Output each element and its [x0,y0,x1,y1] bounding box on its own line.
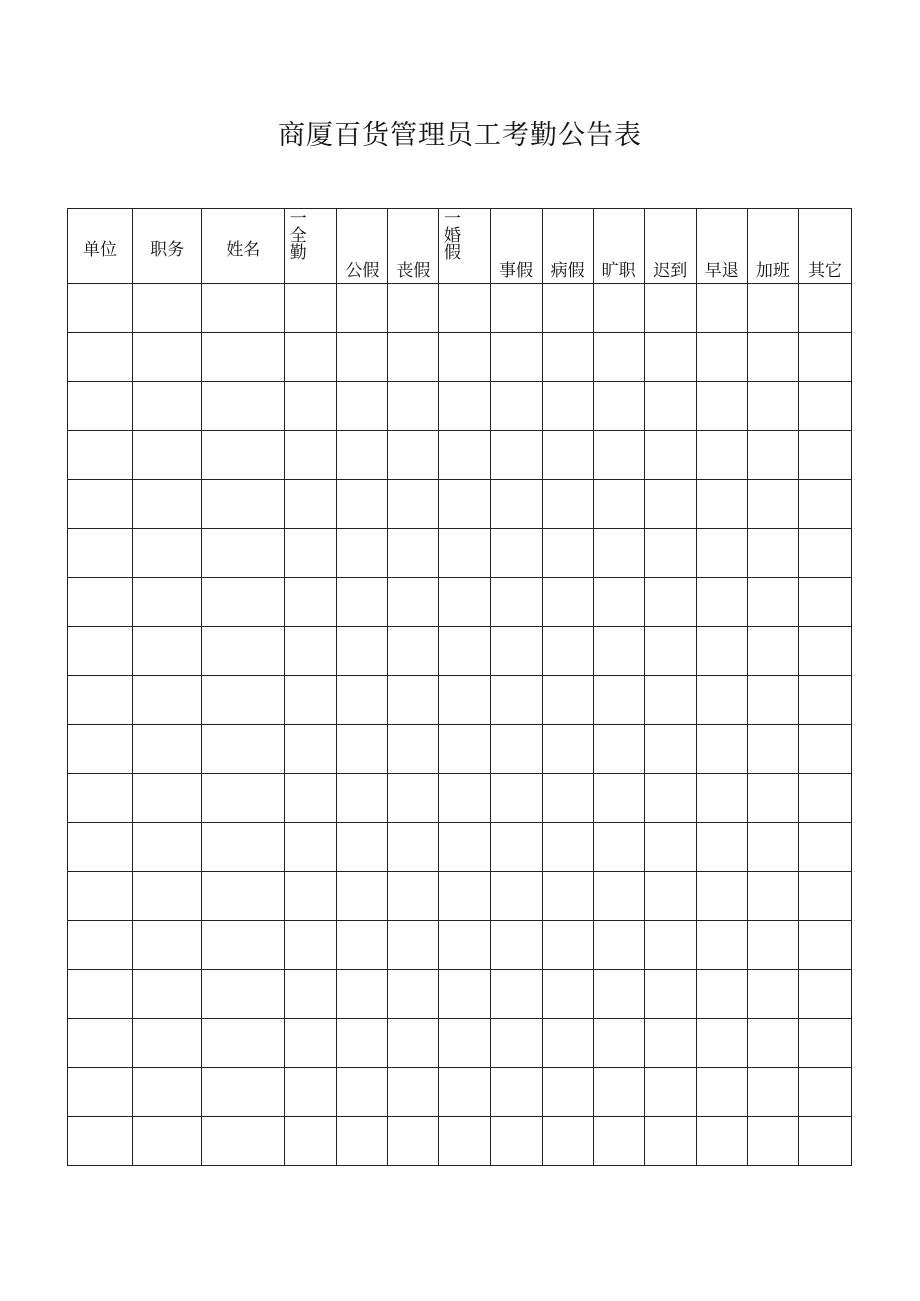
table-cell[interactable] [439,823,490,872]
table-cell[interactable] [202,284,285,333]
table-cell[interactable] [747,970,798,1019]
table-cell[interactable] [68,578,133,627]
table-cell[interactable] [696,382,747,431]
table-cell[interactable] [696,578,747,627]
table-cell[interactable] [696,970,747,1019]
table-cell[interactable] [747,627,798,676]
table-cell[interactable] [593,431,644,480]
table-cell[interactable] [202,578,285,627]
column-header-personal-leave: 事假 [490,209,542,284]
table-cell[interactable] [68,725,133,774]
table-cell[interactable] [490,578,542,627]
table-cell[interactable] [133,529,202,578]
table-cell[interactable] [285,333,337,382]
table-row [68,627,852,676]
table-cell[interactable] [202,1019,285,1068]
table-row [68,578,852,627]
table-cell[interactable] [68,1117,133,1166]
table-cell[interactable] [542,480,593,529]
table-cell[interactable] [388,1068,439,1117]
table-cell[interactable] [439,1068,490,1117]
table-cell[interactable] [439,1117,490,1166]
column-header-sick-leave: 病假 [542,209,593,284]
table-cell[interactable] [285,1068,337,1117]
column-header-funeral-leave: 丧假 [388,209,439,284]
table-cell[interactable] [644,823,696,872]
table-cell[interactable] [696,431,747,480]
table-cell[interactable] [388,431,439,480]
table-cell[interactable] [337,774,388,823]
column-header-full-attendance [285,209,337,284]
table-cell[interactable] [202,725,285,774]
table-cell[interactable] [490,921,542,970]
table-cell[interactable] [490,725,542,774]
table-cell[interactable] [696,823,747,872]
table-row [68,774,852,823]
table-cell[interactable] [593,578,644,627]
table-cell[interactable] [388,921,439,970]
table-cell[interactable] [68,431,133,480]
vertical-label: 一 全 勤 [289,209,307,263]
table-cell[interactable] [490,1068,542,1117]
table-cell[interactable] [542,1117,593,1166]
table-cell[interactable] [593,382,644,431]
table-cell[interactable] [285,382,337,431]
table-cell[interactable] [337,676,388,725]
table-cell[interactable] [747,529,798,578]
table-cell[interactable] [285,823,337,872]
table-cell[interactable] [285,578,337,627]
column-header-absence: 旷职 [593,209,644,284]
table-cell[interactable] [388,627,439,676]
table-cell[interactable] [285,676,337,725]
table-cell[interactable] [68,1019,133,1068]
table-cell[interactable] [490,480,542,529]
table-cell[interactable] [202,676,285,725]
table-cell[interactable] [202,970,285,1019]
table-cell[interactable] [337,921,388,970]
table-cell[interactable] [285,921,337,970]
table-cell[interactable] [285,627,337,676]
table-cell[interactable] [542,578,593,627]
table-cell[interactable] [68,676,133,725]
table-cell[interactable] [202,1068,285,1117]
table-cell[interactable] [696,480,747,529]
table-cell[interactable] [68,284,133,333]
table-cell[interactable] [388,284,439,333]
table-cell[interactable] [202,382,285,431]
table-cell[interactable] [285,970,337,1019]
table-row [68,431,852,480]
table-cell[interactable] [337,529,388,578]
table-cell[interactable] [68,382,133,431]
table-row [68,480,852,529]
table-row [68,676,852,725]
table-cell[interactable] [337,1019,388,1068]
table-row [68,823,852,872]
table-cell[interactable] [388,1117,439,1166]
table-cell[interactable] [644,284,696,333]
table-cell[interactable] [133,431,202,480]
table-cell[interactable] [644,676,696,725]
table-cell[interactable] [593,627,644,676]
table-cell[interactable] [798,284,851,333]
table-cell[interactable] [68,529,133,578]
table-cell[interactable] [285,725,337,774]
table-cell[interactable] [68,480,133,529]
table-cell[interactable] [68,921,133,970]
table-cell[interactable] [798,333,851,382]
table-cell[interactable] [798,578,851,627]
table-cell[interactable] [644,970,696,1019]
table-cell[interactable] [644,382,696,431]
table-cell[interactable] [798,480,851,529]
table-cell[interactable] [388,529,439,578]
table-cell[interactable] [133,333,202,382]
table-cell[interactable] [133,1117,202,1166]
table-row [68,1068,852,1117]
table-cell[interactable] [439,725,490,774]
table-cell[interactable] [202,1117,285,1166]
table-cell[interactable] [542,627,593,676]
column-header-official-leave: 公假 [337,209,388,284]
table-cell[interactable] [337,1117,388,1166]
table-cell[interactable] [439,333,490,382]
table-cell[interactable] [798,774,851,823]
table-cell[interactable] [202,872,285,921]
table-cell[interactable] [798,921,851,970]
table-cell[interactable] [337,823,388,872]
table-cell[interactable] [798,970,851,1019]
table-cell[interactable] [593,774,644,823]
table-cell[interactable] [68,774,133,823]
table-cell[interactable] [696,872,747,921]
header-row [68,209,852,284]
table-cell[interactable] [593,921,644,970]
table-cell[interactable] [68,627,133,676]
table-row [68,529,852,578]
table-cell[interactable] [593,676,644,725]
table-cell[interactable] [490,627,542,676]
table-cell[interactable] [388,333,439,382]
table-cell[interactable] [388,1019,439,1068]
table-row [68,333,852,382]
table-cell[interactable] [490,1019,542,1068]
table-cell[interactable] [542,382,593,431]
table-cell[interactable] [337,627,388,676]
table-cell[interactable] [593,529,644,578]
table-cell[interactable] [696,676,747,725]
table-cell[interactable] [490,431,542,480]
table-cell[interactable] [798,676,851,725]
table-cell[interactable] [644,578,696,627]
table-row [68,284,852,333]
table-cell[interactable] [202,480,285,529]
table-cell[interactable] [285,284,337,333]
table-cell[interactable] [696,1117,747,1166]
table-cell[interactable] [439,774,490,823]
table-cell[interactable] [439,431,490,480]
table-cell[interactable] [747,382,798,431]
table-cell[interactable] [202,823,285,872]
table-cell[interactable] [439,921,490,970]
table-cell[interactable] [285,774,337,823]
table-cell[interactable] [644,725,696,774]
table-cell[interactable] [747,1117,798,1166]
table-cell[interactable] [133,578,202,627]
table-cell[interactable] [202,333,285,382]
table-cell[interactable] [285,1019,337,1068]
table-cell[interactable] [593,480,644,529]
table-cell[interactable] [337,970,388,1019]
table-cell[interactable] [542,823,593,872]
table-cell[interactable] [542,333,593,382]
table-cell[interactable] [439,284,490,333]
table-cell[interactable] [439,578,490,627]
table-cell[interactable] [68,872,133,921]
table-cell[interactable] [337,284,388,333]
table-cell[interactable] [490,333,542,382]
table-cell[interactable] [439,480,490,529]
table-cell[interactable] [285,431,337,480]
table-cell[interactable] [68,333,133,382]
table-cell[interactable] [388,970,439,1019]
table-cell[interactable] [133,921,202,970]
table-cell[interactable] [593,725,644,774]
table-cell[interactable] [798,1019,851,1068]
table-cell[interactable] [747,921,798,970]
table-cell[interactable] [644,627,696,676]
table-cell[interactable] [747,823,798,872]
table-row [68,1117,852,1166]
table-cell[interactable] [593,970,644,1019]
table-cell[interactable] [202,627,285,676]
table-cell[interactable] [439,529,490,578]
table-cell[interactable] [798,382,851,431]
table-cell[interactable] [439,872,490,921]
table-cell[interactable] [388,823,439,872]
table-cell[interactable] [337,578,388,627]
table-cell[interactable] [133,725,202,774]
column-header-marriage-leave [439,209,490,284]
table-cell[interactable] [490,970,542,1019]
table-cell[interactable] [747,872,798,921]
table-cell[interactable] [133,480,202,529]
table-cell[interactable] [644,921,696,970]
table-body [68,284,852,1166]
table-cell[interactable] [696,529,747,578]
table-cell[interactable] [696,627,747,676]
table-cell[interactable] [133,1019,202,1068]
table-cell[interactable] [644,333,696,382]
table-cell[interactable] [337,1068,388,1117]
table-cell[interactable] [133,1068,202,1117]
table-cell[interactable] [133,970,202,1019]
vertical-label: 一 婚 假 [443,209,461,263]
table-cell[interactable] [696,333,747,382]
table-cell[interactable] [644,872,696,921]
table-cell[interactable] [285,480,337,529]
table-cell[interactable] [490,382,542,431]
table-cell[interactable] [798,1117,851,1166]
table-cell[interactable] [133,823,202,872]
table-cell[interactable] [542,284,593,333]
table-cell[interactable] [593,333,644,382]
table-cell[interactable] [542,725,593,774]
table-cell[interactable] [388,578,439,627]
table-row [68,382,852,431]
column-header-name: 姓名 [202,209,285,284]
table-cell[interactable] [133,627,202,676]
table-cell[interactable] [542,872,593,921]
table-cell[interactable] [388,480,439,529]
table-row [68,725,852,774]
table-cell[interactable] [439,627,490,676]
table-row [68,872,852,921]
table-cell[interactable] [388,872,439,921]
column-header-overtime: 加班 [747,209,798,284]
table-cell[interactable] [337,480,388,529]
table-cell[interactable] [388,774,439,823]
table-cell[interactable] [133,872,202,921]
table-cell[interactable] [644,431,696,480]
table-cell[interactable] [202,774,285,823]
table-row [68,921,852,970]
table-cell[interactable] [798,1068,851,1117]
table-cell[interactable] [133,676,202,725]
table-cell[interactable] [439,676,490,725]
table-cell[interactable] [798,431,851,480]
table-cell[interactable] [798,529,851,578]
table-cell[interactable] [388,676,439,725]
page-title: 商厦百货管理员工考勤公告表 [278,120,642,151]
column-header-late: 迟到 [644,209,696,284]
column-header-early-leave: 早退 [696,209,747,284]
table-cell[interactable] [644,774,696,823]
table-cell[interactable] [337,725,388,774]
table-cell[interactable] [593,284,644,333]
table-cell[interactable] [439,1019,490,1068]
table-cell[interactable] [202,921,285,970]
table-cell[interactable] [542,1068,593,1117]
table-cell[interactable] [747,676,798,725]
table-cell[interactable] [490,774,542,823]
table-cell[interactable] [593,1019,644,1068]
table-cell[interactable] [593,872,644,921]
table-cell[interactable] [542,970,593,1019]
table-cell[interactable] [644,1019,696,1068]
table-cell[interactable] [644,480,696,529]
table-cell[interactable] [542,431,593,480]
table-cell[interactable] [747,333,798,382]
table-row [68,970,852,1019]
table-cell[interactable] [747,480,798,529]
column-header-position: 职务 [133,209,202,284]
table-cell[interactable] [133,382,202,431]
table-cell[interactable] [490,1117,542,1166]
table-cell[interactable] [696,725,747,774]
table-cell[interactable] [542,676,593,725]
table-cell[interactable] [644,1117,696,1166]
table-cell[interactable] [747,284,798,333]
table-cell[interactable] [490,284,542,333]
table-cell[interactable] [68,970,133,1019]
table-cell[interactable] [133,774,202,823]
table-cell[interactable] [490,676,542,725]
table-cell[interactable] [593,823,644,872]
table-cell[interactable] [593,1068,644,1117]
table-cell[interactable] [747,1068,798,1117]
table-cell[interactable] [747,578,798,627]
table-cell[interactable] [337,872,388,921]
table-cell[interactable] [542,529,593,578]
table-cell[interactable] [747,774,798,823]
table-cell[interactable] [133,284,202,333]
table-cell[interactable] [439,970,490,1019]
table-cell[interactable] [798,872,851,921]
table-cell[interactable] [593,1117,644,1166]
table-cell[interactable] [542,1019,593,1068]
table-cell[interactable] [798,627,851,676]
table-cell[interactable] [644,1068,696,1117]
table-cell[interactable] [285,1117,337,1166]
table-cell[interactable] [798,725,851,774]
table-cell[interactable] [542,774,593,823]
table-cell[interactable] [68,1068,133,1117]
table-cell[interactable] [542,921,593,970]
table-cell[interactable] [388,725,439,774]
table-cell[interactable] [68,823,133,872]
table-cell[interactable] [202,529,285,578]
table-cell[interactable] [285,529,337,578]
table-cell[interactable] [696,1019,747,1068]
table-cell[interactable] [490,529,542,578]
table-cell[interactable] [696,774,747,823]
attendance-table [67,208,852,1166]
table-cell[interactable] [747,1019,798,1068]
table-cell[interactable] [337,382,388,431]
table-cell[interactable] [202,431,285,480]
table-cell[interactable] [696,1068,747,1117]
table-cell[interactable] [798,823,851,872]
table-cell[interactable] [439,382,490,431]
table-cell[interactable] [337,333,388,382]
table-cell[interactable] [490,872,542,921]
table-cell[interactable] [696,284,747,333]
table-cell[interactable] [747,725,798,774]
column-header-other: 其它 [798,209,851,284]
column-header-unit: 单位 [68,209,133,284]
table-cell[interactable] [696,921,747,970]
table-row [68,1019,852,1068]
table-cell[interactable] [388,382,439,431]
table-cell[interactable] [337,431,388,480]
table-cell[interactable] [747,431,798,480]
table-cell[interactable] [644,529,696,578]
table-cell[interactable] [285,872,337,921]
table-cell[interactable] [490,823,542,872]
